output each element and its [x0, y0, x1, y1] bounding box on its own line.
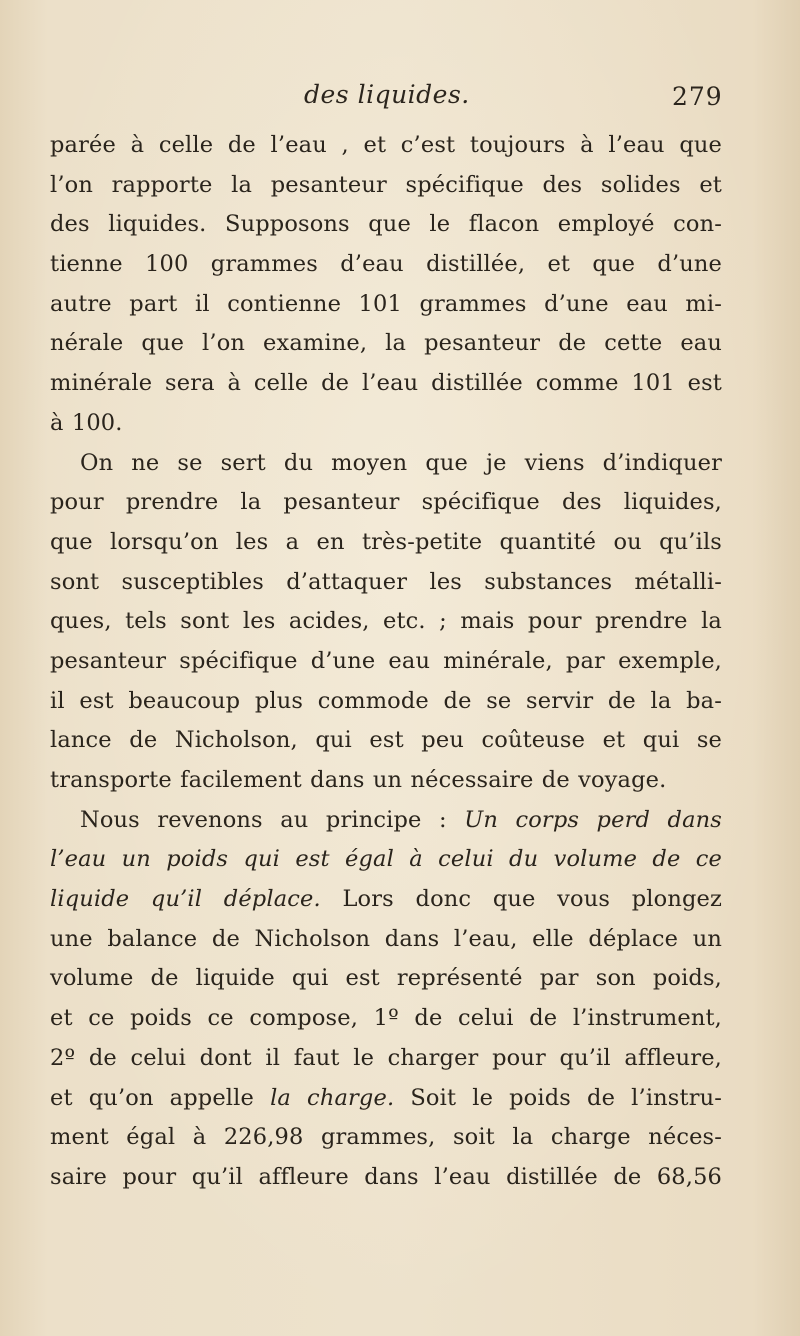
text-line: l’on rapporte la pesanteur spécifique des solides et [50, 171, 722, 198]
text-line: une balance de Nicholson dans l’eau, elle déplace un [50, 925, 722, 952]
text-line: et ce poids ce compose, 1º de celui de l’instrument, [50, 1005, 722, 1032]
text-line: tienne 100 grammes d’eau distillée, et que d’une [50, 251, 722, 278]
text-line: l’eau un poids qui est égal à celui du volume de ce [50, 846, 722, 873]
text-line: ment égal à 226,98 grammes, soit la charge néces- [50, 1124, 722, 1151]
italic-segment: la charge. [270, 1084, 395, 1111]
text-line: nérale que l’on examine, la pesanteur de cette eau [50, 330, 722, 357]
text-line: lance de Nicholson, qui est peu coûteuse et qui se [50, 727, 722, 754]
text-line: des liquides. Supposons que le flacon employé con- [50, 211, 722, 238]
italic-segment: Un corps perd dans [464, 806, 722, 833]
text-line: sont susceptibles d’attaquer les substances métalli- [50, 568, 722, 595]
text-segment: et qu’on appelle [50, 1084, 271, 1111]
text-line [50, 1079, 722, 1119]
text-line [50, 801, 722, 841]
text-line: ques, tels sont les acides, etc. ; mais pour prendre la [50, 608, 722, 635]
text-line: pour prendre la pesanteur spécifique des liquides, [50, 489, 722, 516]
text-line: que lorsqu’on les a en très-petite quantité ou qu’ils [50, 528, 722, 555]
running-title: des liquides. [304, 80, 470, 109]
text-segment: Lors donc que vous plongez [320, 886, 723, 913]
italic-segment: liquide qu’il déplace. [50, 886, 321, 913]
body-text [50, 126, 722, 1198]
text-line: 2º de celui dont il faut le charger pour qu’il affleure, [50, 1044, 722, 1071]
page-number: 279 [672, 82, 723, 111]
text-line: parée à celle de l’eau , et c’est toujours à l’eau que [50, 132, 722, 158]
text-line: autre part il contienne 101 grammes d’une eau mi- [50, 290, 722, 317]
text-line: On ne se sert du moyen que je viens d’indiquer [80, 449, 722, 476]
text-line: minérale sera à celle de l’eau distillée comme 101 est [50, 370, 722, 397]
text-line: à 100. [50, 409, 123, 436]
text-line: pesanteur spécifique d’une eau minérale, par exemple, [50, 647, 722, 674]
text-segment: Nous revenons au principe : [80, 806, 465, 833]
text-line [50, 880, 722, 920]
text-segment: Soit le poids de l’instru- [394, 1084, 722, 1111]
page-header [0, 76, 800, 116]
text-line: transporte facilement dans un nécessaire de voyage. [50, 767, 667, 793]
text-line: il est beaucoup plus commode de se servir de la ba- [50, 687, 722, 714]
text-line: volume de liquide qui est représenté par son poids, [50, 965, 722, 992]
text-line: saire pour qu’il affleure dans l’eau distillée de 68,56 [50, 1163, 722, 1190]
